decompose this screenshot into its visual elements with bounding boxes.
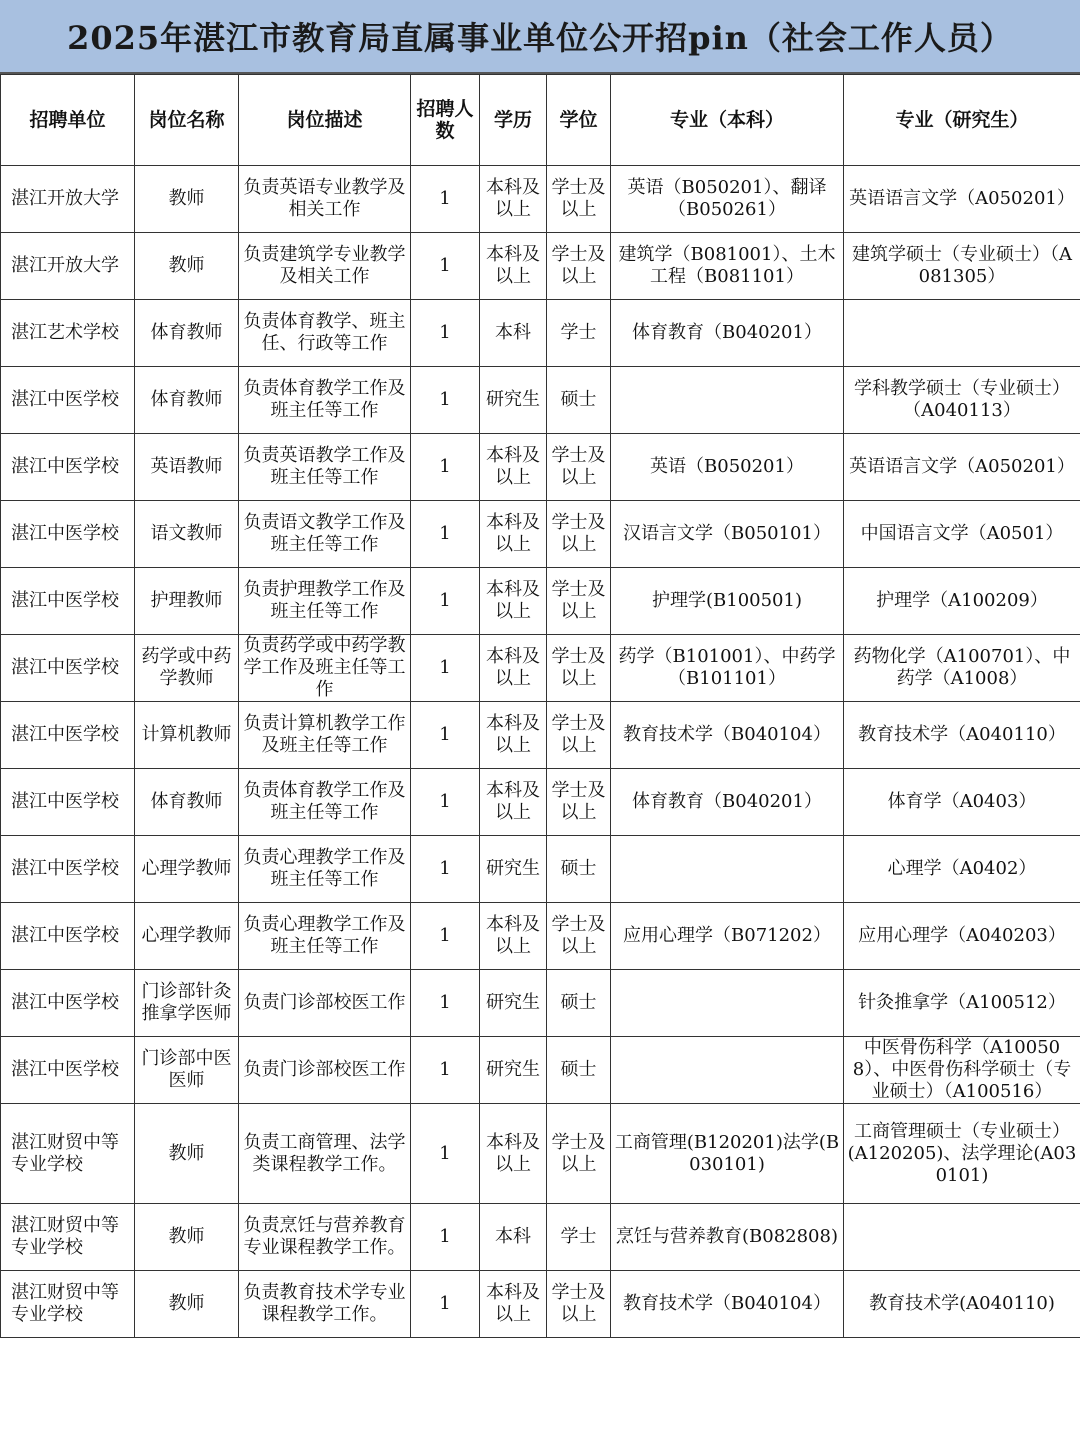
cell-description: 负责烹饪与营养教育专业课程教学工作。	[239, 1204, 411, 1271]
header-major-undergrad: 专业（本科）	[611, 75, 844, 166]
cell-major-undergrad: 体育教育（B040201）	[611, 300, 844, 367]
cell-major-undergrad: 体育教育（B040201）	[611, 769, 844, 836]
header-position: 岗位名称	[135, 75, 239, 166]
cell-major-grad: 应用心理学（A040203）	[844, 903, 1080, 970]
cell-major-grad: 针灸推拿学（A100512）	[844, 970, 1080, 1037]
cell-education: 本科及以上	[480, 166, 547, 233]
cell-degree: 学士及以上	[547, 166, 611, 233]
cell-education: 研究生	[480, 1037, 547, 1104]
cell-major-grad: 英语语言文学（A050201）	[844, 166, 1080, 233]
cell-count: 1	[411, 1204, 480, 1271]
table-row	[1, 702, 1080, 769]
cell-count: 1	[411, 1104, 480, 1204]
cell-major-undergrad	[611, 970, 844, 1037]
cell-major-undergrad: 汉语言文学（B050101）	[611, 501, 844, 568]
cell-description: 负责护理教学工作及班主任等工作	[239, 568, 411, 635]
cell-degree: 硕士	[547, 836, 611, 903]
cell-education: 研究生	[480, 836, 547, 903]
cell-degree: 学士及以上	[547, 1271, 611, 1338]
cell-degree: 学士及以上	[547, 568, 611, 635]
cell-education: 本科及以上	[480, 1271, 547, 1338]
cell-count: 1	[411, 166, 480, 233]
cell-education: 研究生	[480, 367, 547, 434]
cell-position: 计算机教师	[135, 702, 239, 769]
table-row	[1, 434, 1080, 501]
cell-position: 教师	[135, 1204, 239, 1271]
cell-major-undergrad: 教育技术学（B040104）	[611, 702, 844, 769]
cell-education: 本科	[480, 300, 547, 367]
header-degree: 学位	[547, 75, 611, 166]
cell-degree: 学士及以上	[547, 635, 611, 702]
table-row	[1, 769, 1080, 836]
cell-unit: 湛江中医学校	[1, 434, 135, 501]
cell-unit: 湛江中医学校	[1, 501, 135, 568]
cell-major-grad: 心理学（A0402）	[844, 836, 1080, 903]
cell-position: 体育教师	[135, 367, 239, 434]
cell-description: 负责药学或中药学教学工作及班主任等工作	[239, 635, 411, 702]
table-row	[1, 367, 1080, 434]
table-row	[1, 501, 1080, 568]
cell-description: 负责门诊部校医工作	[239, 1037, 411, 1104]
cell-major-undergrad: 烹饪与营养教育(B082808)	[611, 1204, 844, 1271]
cell-unit: 湛江中医学校	[1, 702, 135, 769]
cell-unit: 湛江中医学校	[1, 367, 135, 434]
cell-count: 1	[411, 1271, 480, 1338]
cell-degree: 学士及以上	[547, 434, 611, 501]
cell-unit: 湛江艺术学校	[1, 300, 135, 367]
cell-degree: 学士及以上	[547, 233, 611, 300]
cell-description: 负责建筑学专业教学及相关工作	[239, 233, 411, 300]
cell-unit: 湛江开放大学	[1, 233, 135, 300]
cell-count: 1	[411, 635, 480, 702]
cell-degree: 硕士	[547, 367, 611, 434]
cell-education: 研究生	[480, 970, 547, 1037]
cell-description: 负责英语教学工作及班主任等工作	[239, 434, 411, 501]
cell-major-grad: 体育学（A0403）	[844, 769, 1080, 836]
cell-description: 负责教育技术学专业课程教学工作。	[239, 1271, 411, 1338]
header-description: 岗位描述	[239, 75, 411, 166]
cell-major-undergrad: 药学（B101001）、中药学（B101101）	[611, 635, 844, 702]
cell-count: 1	[411, 434, 480, 501]
cell-unit: 湛江财贸中等专业学校	[1, 1271, 135, 1338]
cell-count: 1	[411, 568, 480, 635]
cell-count: 1	[411, 300, 480, 367]
cell-degree: 学士	[547, 300, 611, 367]
table-row	[1, 166, 1080, 233]
cell-major-grad: 护理学（A100209）	[844, 568, 1080, 635]
cell-description: 负责工商管理、法学类课程教学工作。	[239, 1104, 411, 1204]
cell-major-grad: 英语语言文学（A050201）	[844, 434, 1080, 501]
cell-degree: 学士及以上	[547, 903, 611, 970]
table-row	[1, 635, 1080, 702]
cell-unit: 湛江中医学校	[1, 1037, 135, 1104]
cell-position: 心理学教师	[135, 903, 239, 970]
cell-major-grad: 教育技术学(A040110)	[844, 1271, 1080, 1338]
cell-major-undergrad	[611, 367, 844, 434]
cell-unit: 湛江财贸中等专业学校	[1, 1204, 135, 1271]
cell-position: 心理学教师	[135, 836, 239, 903]
cell-major-grad: 工商管理硕士（专业硕士）(A120205)、法学理论(A030101)	[844, 1104, 1080, 1204]
cell-degree: 学士及以上	[547, 501, 611, 568]
cell-education: 本科及以上	[480, 233, 547, 300]
header-major-grad: 专业（研究生）	[844, 75, 1080, 166]
cell-description: 负责门诊部校医工作	[239, 970, 411, 1037]
cell-position: 教师	[135, 1104, 239, 1204]
table-row	[1, 233, 1080, 300]
cell-count: 1	[411, 233, 480, 300]
table-row	[1, 970, 1080, 1037]
cell-degree: 学士	[547, 1204, 611, 1271]
cell-description: 负责体育教学工作及班主任等工作	[239, 367, 411, 434]
cell-count: 1	[411, 501, 480, 568]
cell-major-undergrad: 英语（B050201）、翻译（B050261）	[611, 166, 844, 233]
cell-unit: 湛江中医学校	[1, 903, 135, 970]
table-row	[1, 1104, 1080, 1204]
cell-count: 1	[411, 367, 480, 434]
cell-description: 负责心理教学工作及班主任等工作	[239, 903, 411, 970]
cell-major-undergrad	[611, 836, 844, 903]
cell-count: 1	[411, 970, 480, 1037]
header-unit: 招聘单位	[1, 75, 135, 166]
page-title: 2025年湛江市教育局直属事业单位公开招pin（社会工作人员）	[67, 19, 1013, 57]
cell-position: 体育教师	[135, 300, 239, 367]
cell-position: 教师	[135, 233, 239, 300]
table-row	[1, 903, 1080, 970]
cell-major-undergrad: 建筑学（B081001）、土木工程（B081101）	[611, 233, 844, 300]
cell-major-grad: 教育技术学（A040110）	[844, 702, 1080, 769]
header-count: 招聘人数	[411, 75, 480, 166]
header-education: 学历	[480, 75, 547, 166]
cell-description: 负责体育教学、班主任、行政等工作	[239, 300, 411, 367]
cell-major-grad: 学科教学硕士（专业硕士）（A040113）	[844, 367, 1080, 434]
table-row	[1, 836, 1080, 903]
cell-count: 1	[411, 769, 480, 836]
cell-education: 本科及以上	[480, 568, 547, 635]
cell-count: 1	[411, 1037, 480, 1104]
cell-position: 教师	[135, 1271, 239, 1338]
cell-count: 1	[411, 903, 480, 970]
table-row	[1, 1204, 1080, 1271]
cell-position: 门诊部中医医师	[135, 1037, 239, 1104]
cell-description: 负责计算机教学工作及班主任等工作	[239, 702, 411, 769]
cell-position: 护理教师	[135, 568, 239, 635]
cell-major-grad	[844, 300, 1080, 367]
cell-description: 负责语文教学工作及班主任等工作	[239, 501, 411, 568]
cell-major-undergrad: 英语（B050201）	[611, 434, 844, 501]
cell-education: 本科及以上	[480, 769, 547, 836]
cell-unit: 湛江中医学校	[1, 635, 135, 702]
cell-major-grad: 中医骨伤科学（A100508）、中医骨伤科学硕士（专业硕士）（A100516）	[844, 1037, 1080, 1104]
cell-position: 语文教师	[135, 501, 239, 568]
cell-major-grad	[844, 1204, 1080, 1271]
cell-degree: 硕士	[547, 1037, 611, 1104]
cell-education: 本科及以上	[480, 702, 547, 769]
cell-degree: 学士及以上	[547, 1104, 611, 1204]
cell-degree: 学士及以上	[547, 769, 611, 836]
cell-position: 体育教师	[135, 769, 239, 836]
cell-major-undergrad: 教育技术学（B040104）	[611, 1271, 844, 1338]
cell-education: 本科及以上	[480, 434, 547, 501]
cell-degree: 硕士	[547, 970, 611, 1037]
cell-description: 负责体育教学工作及班主任等工作	[239, 769, 411, 836]
table-row	[1, 568, 1080, 635]
cell-major-grad: 药物化学（A100701）、中药学（A1008）	[844, 635, 1080, 702]
cell-position: 教师	[135, 166, 239, 233]
cell-count: 1	[411, 836, 480, 903]
title-bar	[0, 0, 1080, 74]
cell-major-grad: 建筑学硕士（专业硕士）（A081305）	[844, 233, 1080, 300]
table-header-row	[1, 75, 1080, 166]
cell-description: 负责英语专业教学及相关工作	[239, 166, 411, 233]
cell-unit: 湛江中医学校	[1, 836, 135, 903]
cell-position: 门诊部针灸推拿学医师	[135, 970, 239, 1037]
cell-degree: 学士及以上	[547, 702, 611, 769]
table-row	[1, 1271, 1080, 1338]
cell-position: 药学或中药学教师	[135, 635, 239, 702]
cell-count: 1	[411, 702, 480, 769]
cell-education: 本科	[480, 1204, 547, 1271]
cell-unit: 湛江中医学校	[1, 970, 135, 1037]
cell-unit: 湛江财贸中等专业学校	[1, 1104, 135, 1204]
cell-description: 负责心理教学工作及班主任等工作	[239, 836, 411, 903]
cell-education: 本科及以上	[480, 903, 547, 970]
recruitment-table	[0, 74, 1080, 1338]
cell-unit: 湛江中医学校	[1, 568, 135, 635]
cell-education: 本科及以上	[480, 501, 547, 568]
cell-unit: 湛江中医学校	[1, 769, 135, 836]
table-row	[1, 300, 1080, 367]
cell-major-undergrad: 应用心理学（B071202）	[611, 903, 844, 970]
cell-major-grad: 中国语言文学（A0501）	[844, 501, 1080, 568]
cell-major-undergrad: 护理学(B100501)	[611, 568, 844, 635]
cell-major-undergrad	[611, 1037, 844, 1104]
cell-position: 英语教师	[135, 434, 239, 501]
cell-major-undergrad: 工商管理(B120201)法学(B030101)	[611, 1104, 844, 1204]
cell-education: 本科及以上	[480, 1104, 547, 1204]
cell-education: 本科及以上	[480, 635, 547, 702]
table-row	[1, 1037, 1080, 1104]
cell-unit: 湛江开放大学	[1, 166, 135, 233]
